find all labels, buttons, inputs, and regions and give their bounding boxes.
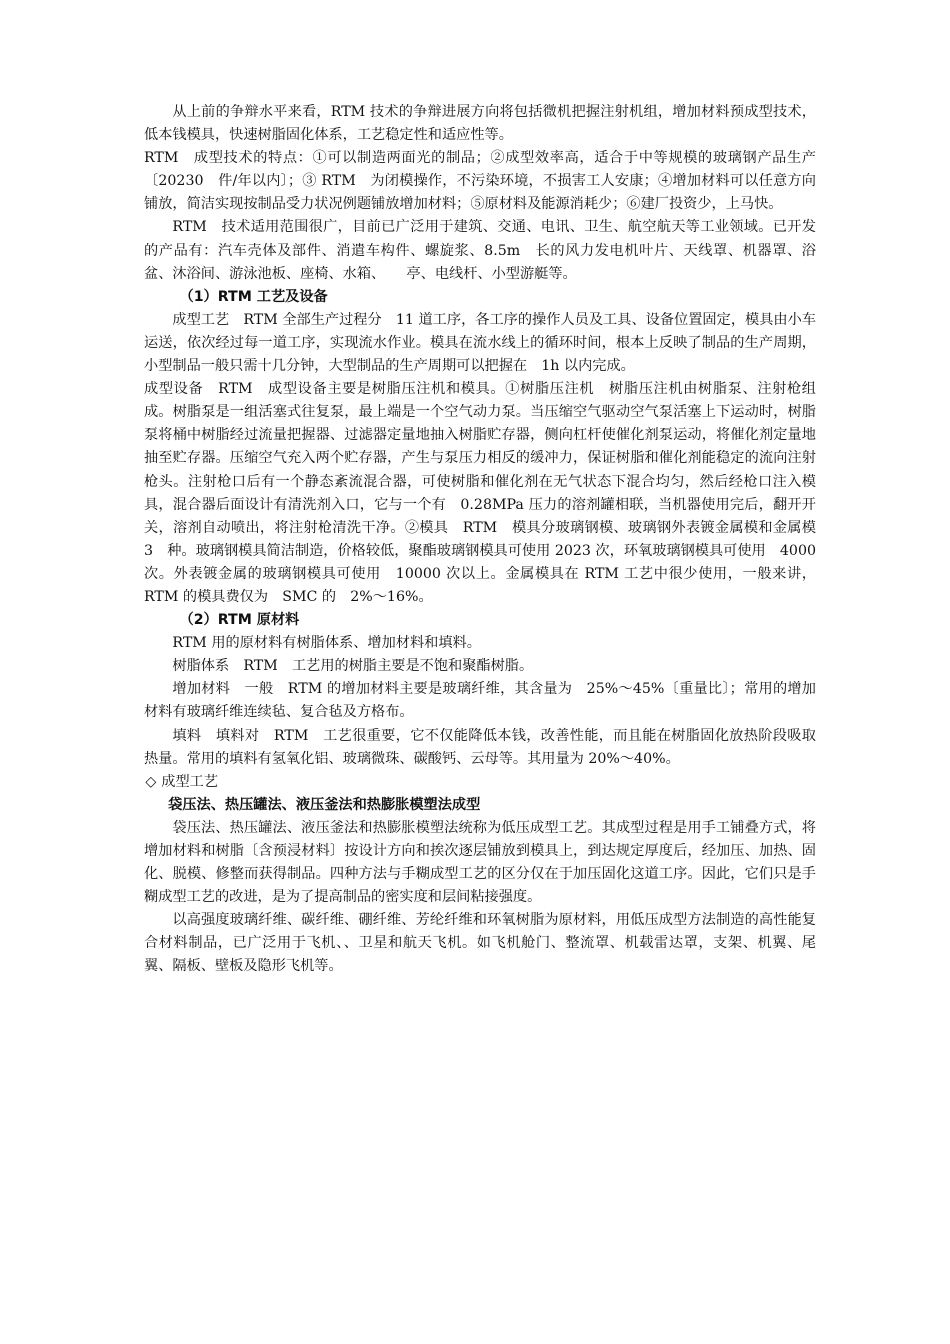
diamond-bullet-icon: ◇ [145,773,157,790]
paragraph-low-pressure-process: 袋压法、热压罐法、液压釜法和热膨胀模塑法统称为低压成型工艺。其成型过程是用手工铺叠方式，将增加材料和树脂〔含预浸材料〕按设计方向和挨次逐层铺放到模具上，到达规定厚度后，经加压、加热、固化、脱模、修整而获得制品。四种方法与手糊成型工艺的区分仅在于加压固化这道工序。因此，它们只是手糊成型工艺的改进，是为了提高制品的密实度和层间粘接强度。 [144,819,816,906]
paragraph-rtm-applications: RTM 技术适用范围很广，目前已广泛用于建筑、交通、电讯、卫生、航空航天等工业领域。已开发的产品有：汽车壳体及部件、消遣车构件、螺旋浆、8.5m 长的风力发电机叶片、天线罩、机器罩、浴盆、沐浴间、游泳池板、座椅、水箱、 亭、电线杆、小型游艇等。 [144,219,816,282]
heading-low-pressure-methods: 袋压法、热压罐法、液压釜法和热膨胀模塑法成型 [168,796,481,813]
paragraph-filler: 填料 填料对 RTM 工艺很重要，它不仅能降低本钱，改善性能，而且能在树脂固化放热阶段吸取热量。常用的填料有氢氧化铝、玻璃微珠、碳酸钙、云母等。其用量为 20%～40%。 [144,727,816,767]
paragraph-raw-materials: RTM 用的原材料有树脂体系、增加材料和填料。 [172,635,481,652]
paragraph-resin-system: 树脂体系 RTM 工艺用的树脂主要是不饱和聚酯树脂。 [172,658,534,675]
paragraph-rtm-research-direction: 从上前的争辩水平来看，RTM 技术的争辩进展方向将包括微机把握注射机组，增加材料预成型技术，低本钱模具，快速树脂固化体系，工艺稳定性和适应性等。 [144,104,816,144]
paragraph-forming-process: 成型工艺 RTM 全部生产过程分 11 道工序，各工序的操作人员及工具、设备位置固定，模具由小车运送，依次经过每一道工序，实现流水作业。模具在流水线上的循环时间，根本上反映了制品的生产周期，小型制品一般只需十几分钟，大型制品的生产周期可以把握在 1h 以内完成。 [144,311,816,375]
paragraph-rtm-features: RTM 成型技术的特点：①可以制造两面光的制品；②成型效率高，适合于中等规模的玻璃钢产品生产〔20230 件/年以内〕；③ RTM 为闭模操作，不污染环境，不损害工人安康；④增加材料可以任意方向铺放，简洁实现按制品受力状况例题铺放增加材料；⑤原材料及能源消耗少；⑥建厂投资少，上马快。 [144,150,816,213]
paragraph-forming-equipment: 成型设备 RTM 成型设备主要是树脂压注机和模具。①树脂压注机 树脂压注机由树脂泵、注射枪组成。树脂泵是一组活塞式往复泵，最上端是一个空气动力泵。当压缩空气驱动空气泵活塞上下运动时，树脂泵将桶中树脂经过流量把握器、过滤器定量地抽入树脂贮存器，侧向杠杆使催化剂泵运动，将催化剂定量地抽至贮存器。压缩空气充入两个贮存器，产生与泵压力相反的缓冲力，保证树脂和催化剂能稳定的流向注射枪头。注射枪口后有一个静态紊流混合器，可使树脂和催化剂在无气状态下混合均匀，然后经枪口注入模具，混合器后面设计有清洗剂入口，它与一个有 0.28MPa 压力的溶剂罐相联，当机器使用完后，翻开开关，溶剂自动喷出，将注射枪清洗干净。②模具 RTM 模具分玻璃钢模、玻璃钢外表镀金属模和金属模 3 种。玻璃钢模具简洁制造，价格较低，聚酯玻璃钢模具可使用 2023 次，环氧玻璃钢模具可使用 4000 次。外表镀金属的玻璃钢模具可使用 10000 次以上。金属模具在 RTM 工艺中很少使用，一般来讲，RTM 的模具费仅为 SMC 的 2%～16%。 [144,381,831,605]
section-forming-process-label: 成型工艺 [161,773,219,790]
section-forming-process [144,771,816,794]
heading-rtm-raw-materials: （2）RTM 原材料 [179,612,300,629]
heading-rtm-process-equipment: （1）RTM 工艺及设备 [179,288,328,305]
paragraph-reinforcement: 增加材料 一般 RTM 的增加材料主要是玻璃纤维，其含量为 25%～45%〔重量比〕；常用的增加材料有玻璃纤维连续毡、复合毡及方格布。 [144,681,816,721]
paragraph-high-performance-composites: 以高强度玻璃纤维、碳纤维、硼纤维、芳纶纤维和环氧树脂为原材料，用低压成型方法制造的高性能复合材料制品，已广泛用于飞机、、卫星和航天飞机。如飞机舱门、整流罩、机载雷达罩，支架、机翼、尾翼、隔板、壁板及隐形飞机等。 [144,912,816,975]
